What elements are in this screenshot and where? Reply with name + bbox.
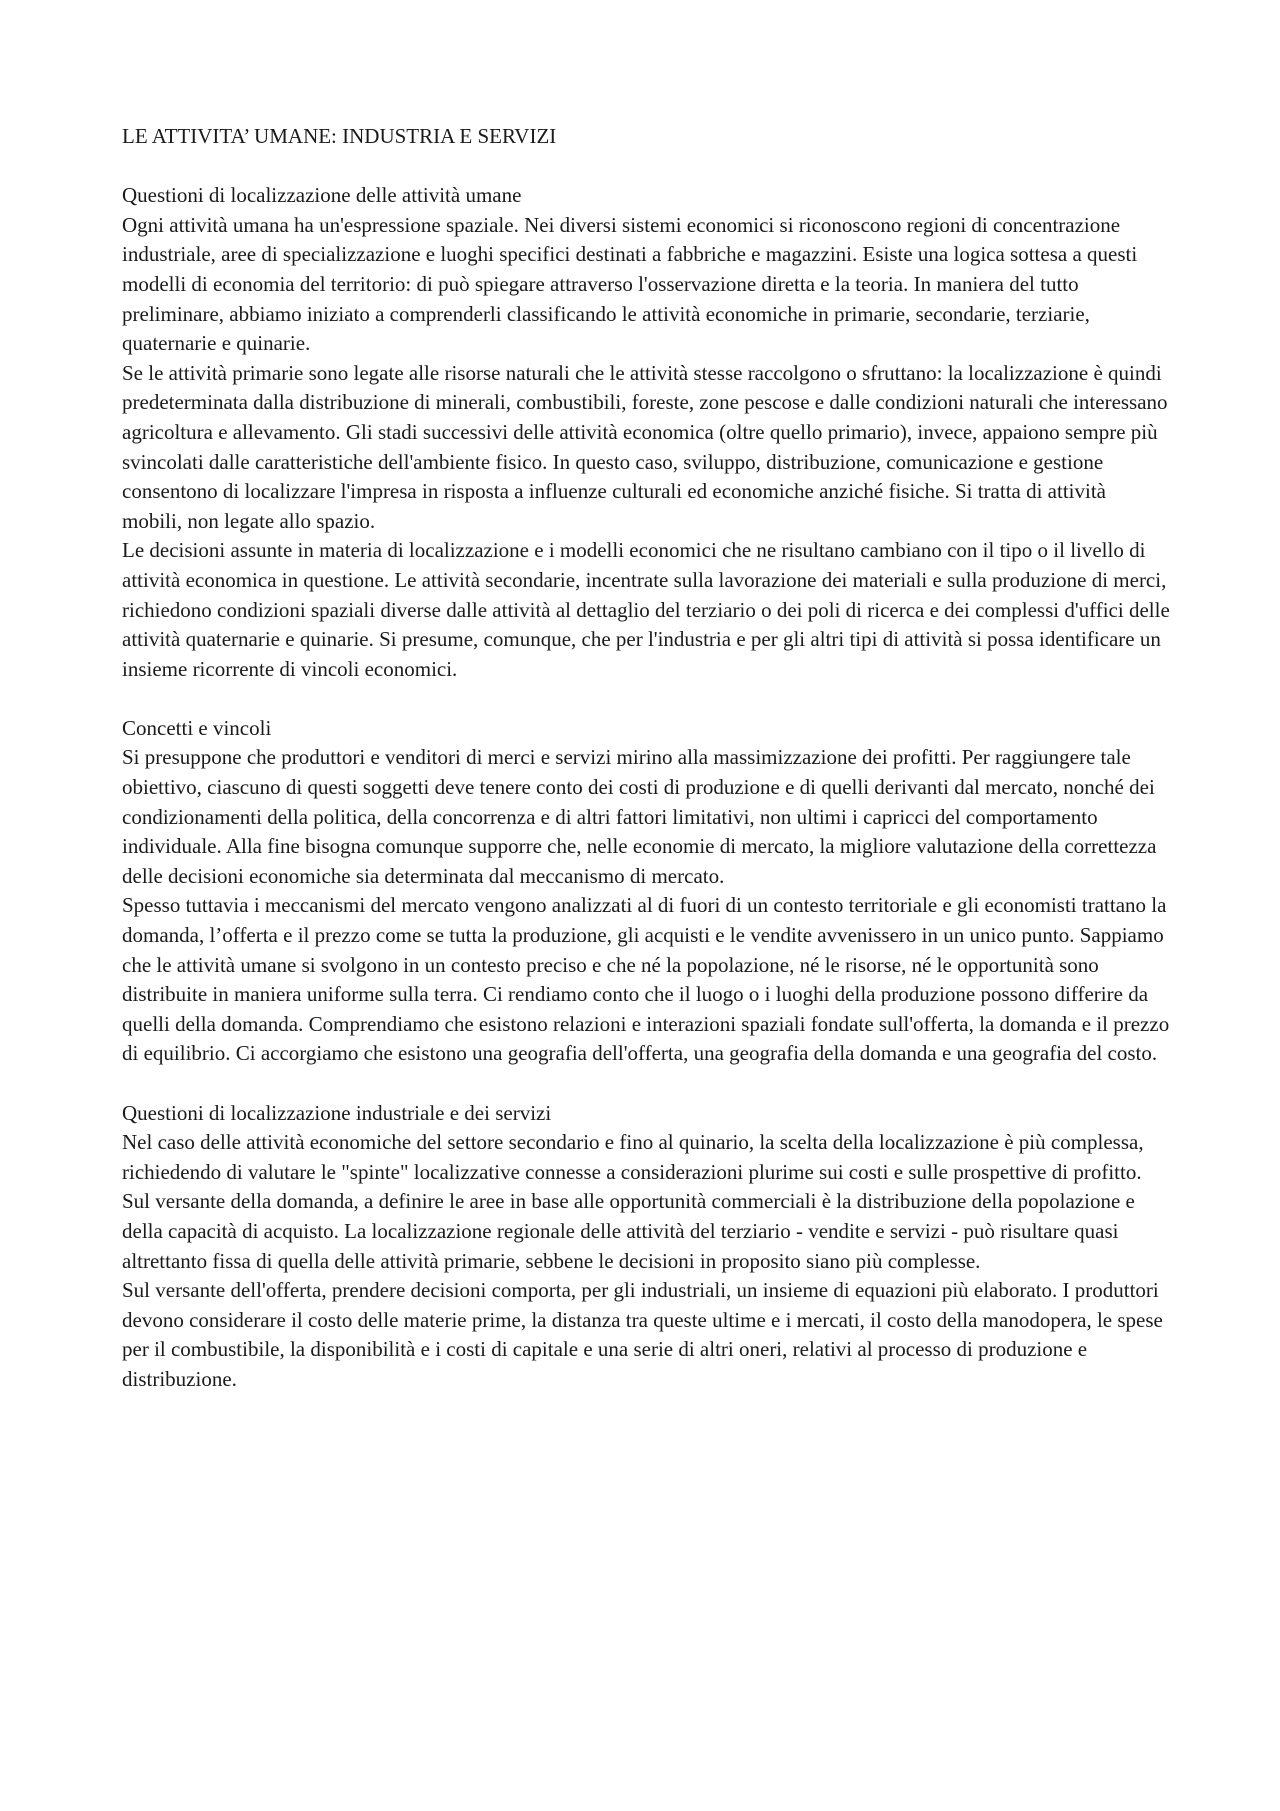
paragraph: Si presuppone che produttori e venditori di merci e servizi mirino alla massimizzazione dei profitti. Per raggiungere tale obiettivo, ciascuno di questi soggetti deve tenere conto dei costi di produzione e di quelli derivanti dal mercato, nonché dei condizionamenti della politica, della concorrenza e di altri fattori limitativi, non ultimi i capricci del comportamento individuale. Alla fine bisogna comunque supporre che, nelle economie di mercato, la migliore valutazione della correttezza delle decisioni economiche sia determinata dal meccanismo di mercato. [122,745,1157,888]
paragraph: Ogni attività umana ha un'espressione spaziale. Nei diversi sistemi economici si riconoscono regioni di concentrazione industriale, aree di specializzazione e luoghi specifici destinati a fabbriche e magazzini. Esiste una logica sottesa a questi modelli di economia del territorio: di può spiegare attraverso l'osservazione diretta e la teoria. In maniera del tutto preliminare, abbiamo iniziato a comprenderli classificando le attività economiche in primarie, secondarie, terziarie, quaternarie e quinarie. [122,212,1138,356]
section-heading-2: Concetti e vincoli [122,715,272,740]
paragraph: Le decisioni assunte in materia di localizzazione e i modelli economici che ne risultano cambiano con il tipo o il livello di attività economica in questione. Le attività secondarie, incentrate sulla lavorazione dei materiali e sulla produzione di merci, richiedono condizioni spaziali diverse dalle attività al dettaglio del terziario o dei poli di ricerca e dei complessi d'uffici delle attività quaternarie e quinarie. Si presume, comunque, che per l'industria e per gli altri tipi di attività si possa identificare un insieme ricorrente di vincoli economici. [122,538,1170,681]
paragraph: Sul versante della domanda, a definire le aree in base alle opportunità commerciali è la distribuzione della popolazione e della capacità di acquisto. La localizzazione regionale delle attività del terziario - vendite e servizi - può risultare quasi altrettanto fissa di quella delle attività primarie, sebbene le decisioni in proposito siano più complesse. [122,1189,1135,1273]
document-title: LE ATTIVITA’ UMANE: INDUSTRIA E SERVIZI [122,124,557,148]
paragraph: Nel caso delle attività economiche del settore secondario e fino al quinario, la scelta della localizzazione è più complessa, richiedendo di valutare le "spinte" localizzative connesse a considerazioni plurime sui costi e sulle prospettive di profitto. [122,1130,1144,1184]
paragraph: Se le attività primarie sono legate alle risorse naturali che le attività stesse raccolgono o sfruttano: la localizzazione è quindi predeterminata dalla distribuzione di minerali, combustibili, foreste, zone pescose e dalle condizioni naturali che interessano agricoltura e allevamento. Gli stadi successivi delle attività economica (oltre quello primario), invece, appaiono sempre più svincolati dalle caratteristiche dell'ambiente fisico. In questo caso, sviluppo, distribuzione, comunicazione e gestione consentono di localizzare l'impresa in risposta a influenze culturali ed economiche anziché fisiche. Si tratta di attività mobili, non legate allo spazio. [122,360,1168,533]
paragraph: Sul versante dell'offerta, prendere decisioni comporta, per gli industriali, un insieme di equazioni più elaborato. I produttori devono considerare il costo delle materie prime, la distanza tra queste ultime e i mercati, il costo della manodopera, le spese per il combustibile, la disponibilità e i costi di capitale e una serie di altri oneri, relativi al processo di produzione e distribuzione. [122,1278,1163,1391]
section-heading-3: Questioni di localizzazione industriale e dei servizi [122,1100,552,1125]
document-body [122,122,1170,1395]
paragraph: Spesso tuttavia i meccanismi del mercato vengono analizzati al di fuori di un contesto territoriale e gli economisti trattano la domanda, l’offerta e il prezzo come se tutta la produzione, gli acquisti e le vendite avvenissero in un unico punto. Sappiamo che le attività umane si svolgono in un contesto preciso e che né la popolazione, né le risorse, né le opportunità sono distribuite in maniera uniforme sulla terra. Ci rendiamo conto che il luogo o i luoghi della produzione possono differire da quelli della domanda. Comprendiamo che esistono relazioni e interazioni spaziali fondate sull'offerta, la domanda e il prezzo di equilibrio. Ci accorgiamo che esistono una geografia dell'offerta, una geografia della domanda e una geografia del costo. [122,893,1170,1066]
section-heading-1: Questioni di localizzazione delle attività umane [122,183,522,208]
